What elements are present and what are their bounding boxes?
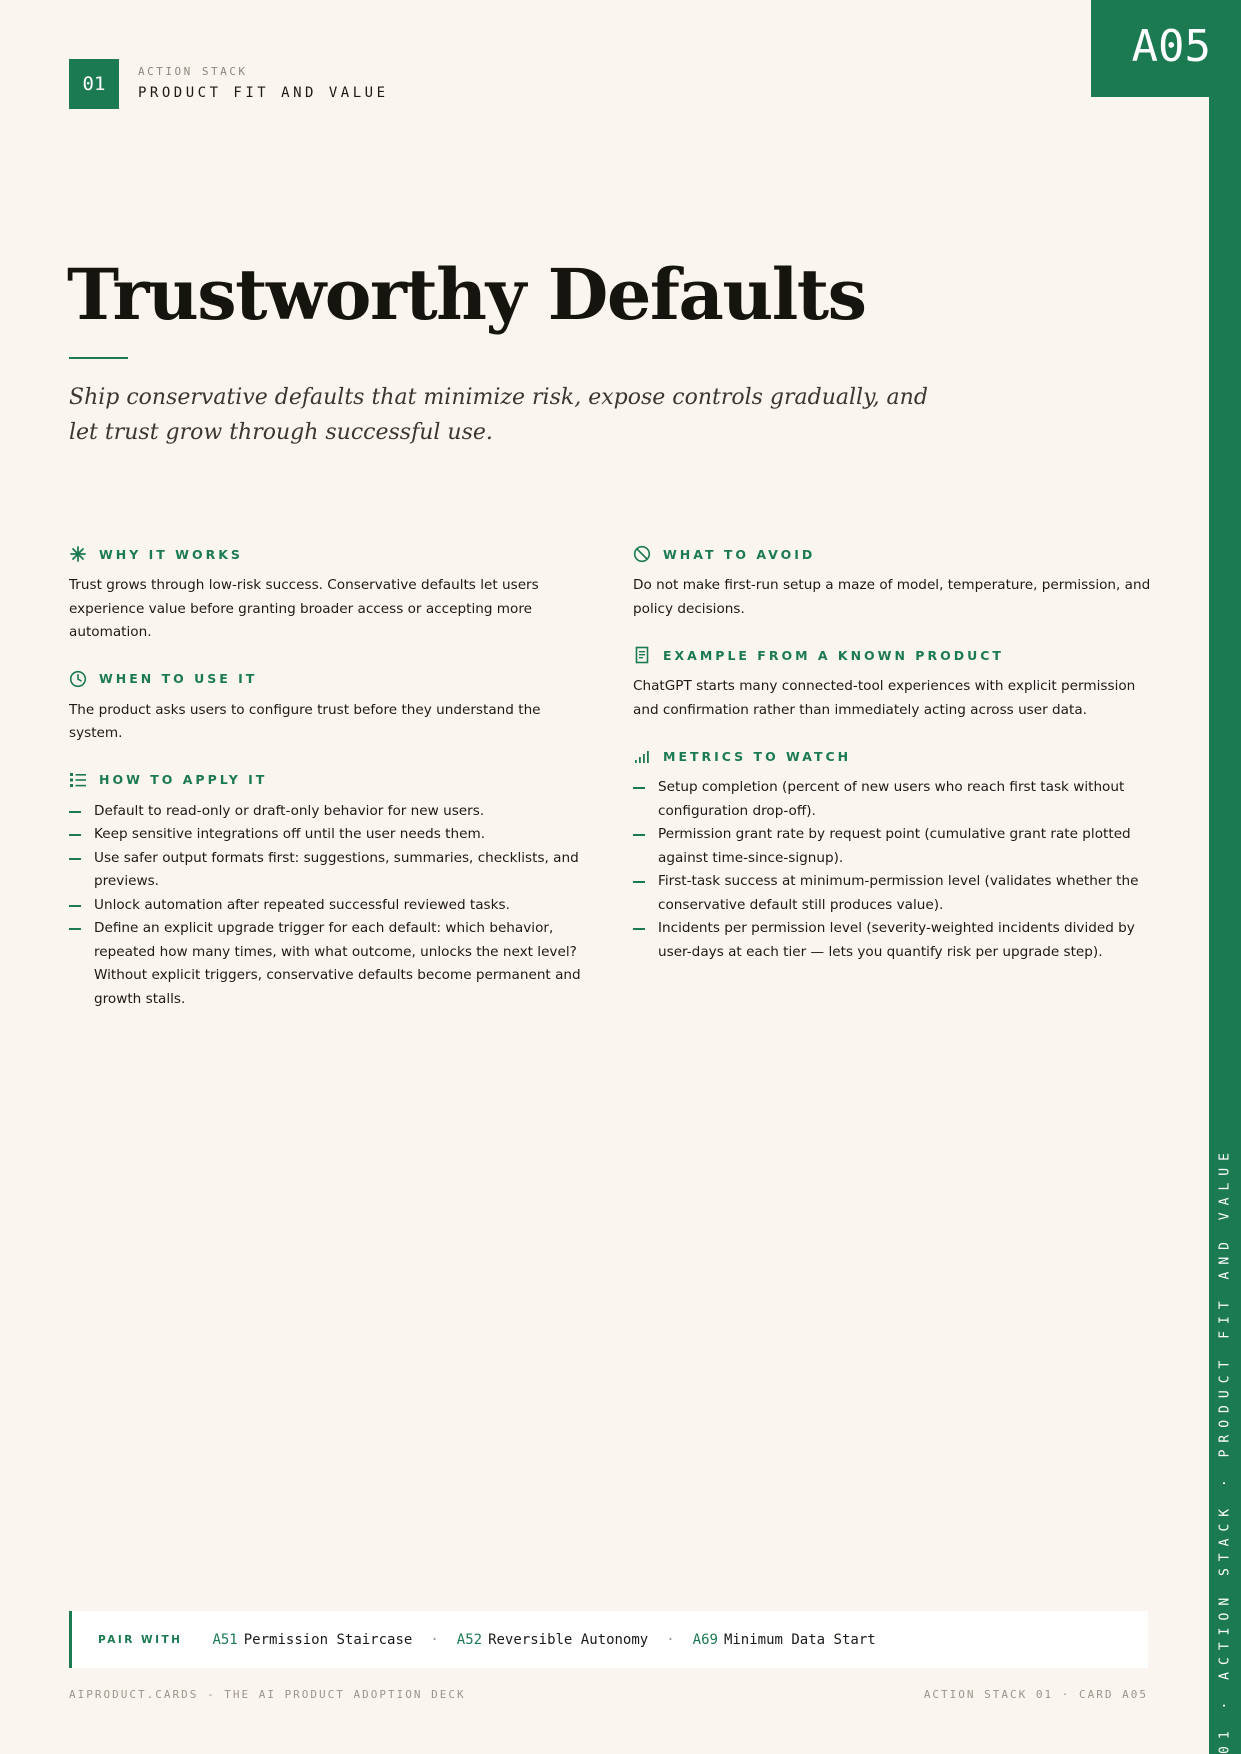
section-body: Trust grows through low-risk success. Conservative defaults let users experience value before granting broader access or accepting more automation.: [69, 577, 539, 640]
section-example: [633, 643, 1153, 722]
card-code-badge: [1091, 0, 1241, 97]
section-header: [633, 542, 1153, 566]
section-when-to-use-it: [69, 667, 589, 746]
section-title: HOW TO APPLY IT: [99, 772, 268, 787]
section-body: Do not make first-run setup a maze of model, temperature, permission, and policy decisions.: [633, 577, 1151, 617]
list-item: Unlock automation after repeated successful reviewed tasks.: [69, 894, 589, 918]
pair-with-label: PAIR WITH: [98, 1633, 183, 1646]
section-why-it-works: [69, 542, 589, 645]
list-item: First-task success at minimum-permission level (validates whether the conservative default still produces value).: [633, 870, 1153, 917]
stack-label: ACTION STACK: [138, 65, 248, 78]
section-header: [69, 667, 589, 691]
left-column: [69, 542, 589, 1033]
clock-icon: [69, 670, 87, 688]
bar-chart-icon: [633, 747, 651, 765]
deck-number-badge: [69, 59, 119, 109]
how-to-apply-list: [69, 800, 589, 1012]
prohibited-icon: [633, 545, 651, 563]
page-title: Trustworthy Defaults: [67, 253, 866, 336]
side-band-text: 01 · ACTION STACK · PRODUCT FIT AND VALUE: [1217, 1146, 1233, 1754]
section-how-to-apply-it: [69, 768, 589, 1012]
pair-with-bar: [69, 1611, 1148, 1668]
pair-separator: ·: [666, 1631, 675, 1648]
section-header: [69, 768, 589, 792]
section-body: The product asks users to configure trust before they understand the system.: [69, 701, 541, 741]
section-title: WHAT TO AVOID: [663, 546, 816, 562]
title-rule: [69, 357, 128, 359]
page-subtitle: Ship conservative defaults that minimize risk, expose controls gradually, and let trust grow through successful use.: [69, 385, 928, 445]
section-what-to-avoid: [633, 542, 1153, 621]
section-title: EXAMPLE FROM A KNOWN PRODUCT: [663, 647, 1004, 663]
pair-card-name[interactable]: Reversible Autonomy: [488, 1631, 649, 1648]
list-item: Permission grant rate by request point (cumulative grant rate plotted against time-since-signup).: [633, 823, 1153, 870]
list-icon: [69, 771, 87, 789]
pair-card-code[interactable]: A52: [456, 1631, 483, 1648]
list-item: Setup completion (percent of new users who reach first task without configuration drop-off).: [633, 776, 1153, 823]
asterisk-icon: [69, 545, 87, 563]
right-column: [633, 542, 1153, 986]
metrics-list: [633, 776, 1153, 964]
pair-card-name[interactable]: Permission Staircase: [243, 1631, 413, 1648]
deck-number: 01: [82, 73, 106, 95]
pair-card-name[interactable]: Minimum Data Start: [723, 1631, 876, 1648]
card-code: A05: [1131, 21, 1211, 72]
section-title: WHEN TO USE IT: [99, 671, 258, 686]
footer-card-ref: ACTION STACK 01 · CARD A05: [923, 1688, 1148, 1701]
section-header: [633, 744, 1153, 768]
pair-separator: ·: [430, 1631, 439, 1648]
stack-title: PRODUCT FIT AND VALUE: [138, 85, 389, 101]
section-header: [633, 643, 1153, 667]
section-title: WHY IT WORKS: [99, 546, 243, 562]
pair-card-code[interactable]: A69: [692, 1631, 718, 1648]
section-body: ChatGPT starts many connected-tool experiences with explicit permission and confirmation rather than immediately acting across user data.: [633, 678, 1136, 718]
list-item: Default to read-only or draft-only behavior for new users.: [69, 800, 589, 824]
pair-card-code[interactable]: A51: [212, 1631, 238, 1648]
document-icon: [633, 646, 651, 664]
section-metrics-to-watch: [633, 744, 1153, 964]
list-item: Incidents per permission level (severity-weighted incidents divided by user-days at each tier — lets you quantify risk per upgrade step).: [633, 917, 1153, 964]
list-item: Keep sensitive integrations off until the user needs them.: [69, 823, 589, 847]
footer-deck-name: AIPRODUCT.CARDS - THE AI PRODUCT ADOPTION DECK: [69, 1688, 466, 1701]
section-title: METRICS TO WATCH: [663, 748, 852, 764]
list-item: Define an explicit upgrade trigger for each default: which behavior, repeated how many times, with what outcome, unlocks the next level? Without explicit triggers, conservative defaults become permanent and growth stalls.: [69, 917, 589, 1011]
section-header: [69, 542, 589, 566]
list-item: Use safer output formats first: suggestions, summaries, checklists, and previews.: [69, 847, 589, 894]
